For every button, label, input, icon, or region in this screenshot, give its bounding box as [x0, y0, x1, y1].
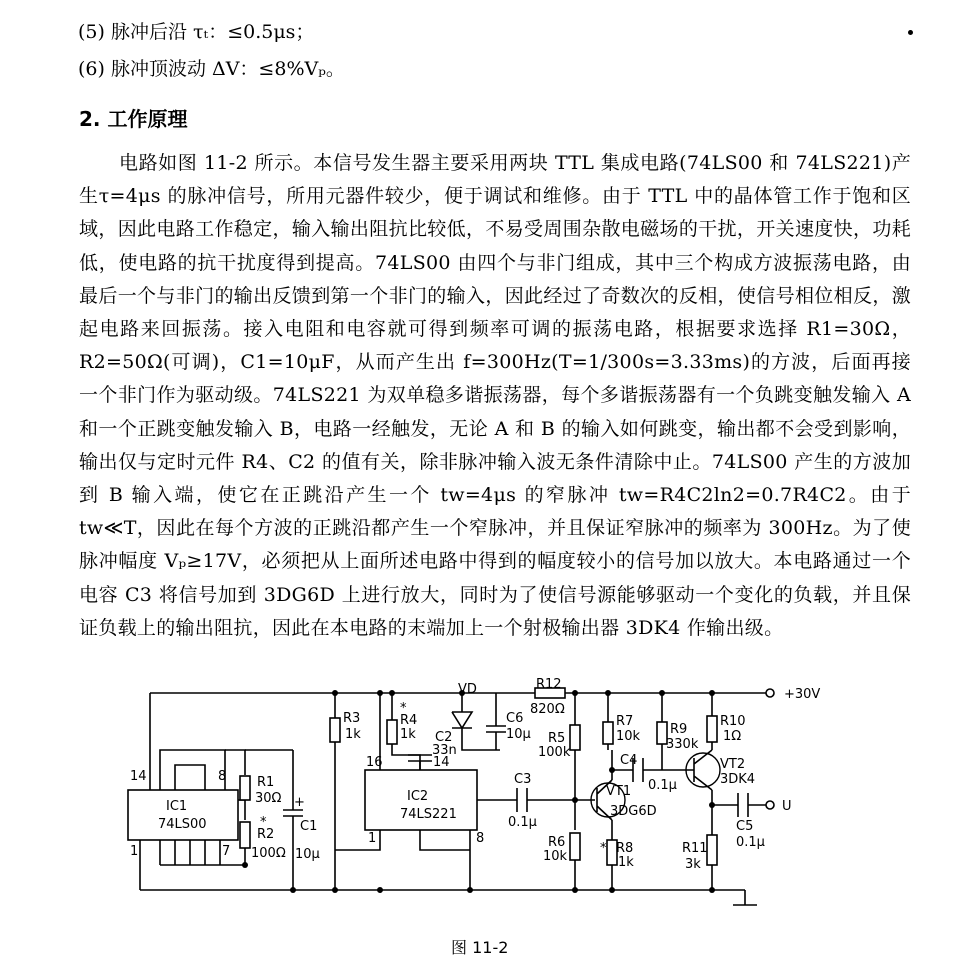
label-c4: C4	[620, 753, 638, 768]
label-r6-value: 10k	[543, 849, 568, 864]
label-vt1: VT1	[606, 784, 632, 799]
label-ic2-pin1: 1	[368, 831, 377, 846]
label-c1-value: 10μ	[295, 847, 320, 862]
label-r1: R1	[257, 775, 275, 790]
label-c5: C5	[736, 819, 754, 834]
label-ic1-pin7: 7	[222, 844, 231, 859]
label-c2: C2	[435, 730, 453, 745]
label-c1: C1	[300, 819, 318, 834]
resistor-r10	[707, 716, 717, 742]
label-c3-value: 0.1μ	[508, 815, 537, 830]
label-c2-value: 33n	[432, 743, 457, 758]
label-vt2: VT2	[720, 757, 746, 772]
label-c5-value: 0.1μ	[736, 835, 765, 850]
label-ic2-pin8: 8	[476, 831, 485, 846]
label-vt2-type: 3DK4	[720, 772, 756, 787]
resistor-r3	[330, 718, 340, 742]
label-r4-value: 1k	[400, 727, 416, 742]
label-r5: R5	[548, 731, 566, 746]
label-ic2-pin14: 14	[433, 755, 450, 770]
label-c4-value: 0.1μ	[648, 778, 677, 793]
capacitor-c1	[245, 750, 303, 890]
supply-terminal	[766, 689, 774, 697]
label-r8-star: *	[600, 841, 607, 856]
label-ic1-type: 74LS00	[158, 817, 207, 832]
resistor-r5	[570, 725, 580, 750]
spec-item-6: (6) 脉冲顶波动 ΔV：≤8%Vₚ。	[78, 58, 345, 80]
label-r7: R7	[616, 714, 634, 729]
resistor-r6	[570, 833, 580, 860]
label-r12: R12	[536, 677, 562, 692]
label-output: U	[782, 799, 792, 814]
label-c3: C3	[514, 772, 532, 787]
label-ic1-pin1: 1	[130, 844, 139, 859]
label-r2-value: 100Ω	[251, 846, 286, 861]
label-r7-value: 10k	[616, 729, 641, 744]
zener-vd	[452, 693, 500, 750]
resistor-r7	[603, 722, 613, 744]
label-r11-value: 3k	[685, 857, 701, 872]
capacitor-c6	[486, 693, 506, 750]
label-vd: VD	[458, 682, 477, 697]
ic1-block	[128, 790, 238, 840]
resistor-r2	[240, 822, 250, 848]
label-r3: R3	[343, 711, 361, 726]
label-r10-value: 1Ω	[723, 729, 742, 744]
label-ic1-pin14: 14	[130, 769, 147, 784]
label-r8: R8	[616, 841, 634, 856]
label-r5-value: 100k	[538, 745, 571, 760]
label-vt1-type: 3DG6D	[610, 804, 657, 819]
body-paragraph: 电路如图 11-2 所示。本信号发生器主要采用两块 TTL 集成电路(74LS00 和 74LS221)产生τ=4μs 的脉冲信号，所用元器件较少，便于调试和维修。由于 TTL 中的晶体管工作于饱和区域，因此电路工作稳定，输入输出阻抗比较低，不易受周围杂散电磁场的干扰，开关速度快，功耗低，使电路的抗干扰度得到提高。74LS00 由四个与非门组成，其中三个构成方波振荡电路，由最后一个与非门的输出反馈到第一个非门的输入，因此经过了奇数次的反相，使信号相位相反，激起电路来回振荡。接入电阻和电容就可得到频率可调的振荡电路，根据要求选择 R1=30Ω，R2=50Ω(可调)，C1=10μF，从而产生出 f=300Hz(T=1/300s=3.33ms)的方波，后面再接一个非门作为驱动级。74LS221 为双单稳多谐振荡器，每个多谐振荡器有一个负跳变触发输入 A 和一个正跳变触发输入 B，电路一经触发，无论 A 和 B 的输入如何跳变，输出都不会受到影响，输出仅与定时元件 R4、C2 的值有关，除非脉冲输入波无条件清除中止。74LS00 产生的方波加到 B 输入端，使它在正跳沿产生一个 tw=4μs 的窄脉冲 tw=R4C2ln2=0.7R4C2。由于 tw≪T，因此在每个方波的正跳沿都产生一个窄脉冲，并且保证窄脉冲的频率为 300Hz。为了使脉冲幅度 Vₚ≥17V，必须把从上面所述电路中得到的幅度较小的信号加以放大。本电路通过一个电容 C3 将信号加到 3DG6D 上进行放大，同时为了使信号源能够驱动一个变化的负载，并且保证负载上的输出阻抗，因此在本电路的末端加上一个射极输出器 3DK4 作输出级。	[79, 152, 911, 639]
label-ic2-pin16: 16	[366, 755, 383, 770]
output-terminal	[766, 801, 774, 809]
label-c1-plus: +	[294, 795, 305, 810]
label-ic1-pin8: 8	[218, 769, 227, 784]
label-r3-value: 1k	[345, 727, 361, 742]
capacitor-c5	[738, 793, 748, 817]
capacitor-c3	[517, 788, 527, 812]
ground-symbol	[733, 890, 757, 905]
label-r2-star: *	[260, 815, 267, 830]
resistor-r11	[707, 835, 717, 865]
label-r10: R10	[720, 714, 746, 729]
section-title: 2. 工作原理	[79, 107, 188, 131]
resistor-r1	[240, 776, 250, 800]
label-r4: R4	[400, 713, 418, 728]
label-c6: C6	[506, 711, 524, 726]
label-r11: R11	[682, 841, 708, 856]
label-c6-value: 10μ	[506, 727, 531, 742]
label-ic1: IC1	[166, 799, 188, 814]
label-r12-value: 820Ω	[530, 702, 565, 717]
label-r1-value: 30Ω	[255, 791, 282, 806]
resistor-r4	[387, 720, 397, 744]
spec-item-5: (5) 脉冲后沿 τₜ：≤0.5μs；	[78, 21, 315, 43]
label-r8-value: 1k	[618, 855, 634, 870]
label-r9: R9	[670, 722, 688, 737]
label-r4-star: *	[400, 701, 407, 716]
label-ic2: IC2	[407, 789, 429, 804]
label-r9-value: 330k	[666, 737, 699, 752]
label-r2: R2	[257, 827, 275, 842]
label-r6: R6	[548, 835, 566, 850]
label-ic2-type: 74LS221	[400, 807, 457, 822]
label-supply: +30V	[784, 687, 821, 702]
figure-caption: 图 11-2	[451, 938, 509, 957]
